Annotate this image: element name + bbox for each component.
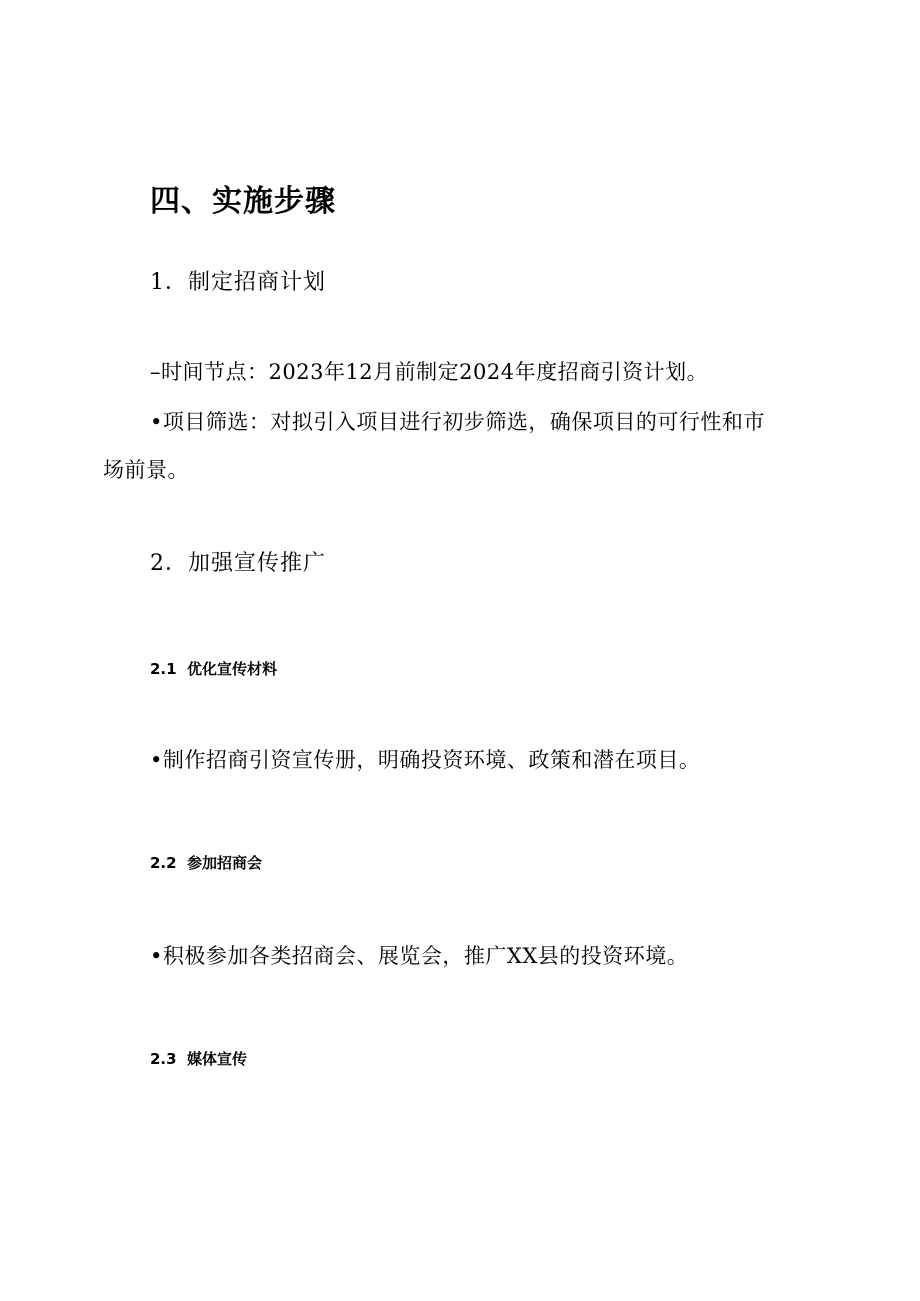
step1-screening-text-continued: 场前景。 bbox=[103, 458, 189, 482]
subsection-2-2-heading bbox=[150, 852, 262, 873]
subsection-2-1-item: •制作招商引资宣传册，明确投资环境、政策和潜在项目。 bbox=[150, 748, 701, 772]
step1-screening-text: •项目筛选：对拟引入项目进行初步筛选，确保项目的可行性和市 bbox=[150, 410, 765, 434]
step1-timeline-text: –时间节点：2023年12月前制定2024年度招商引资计划。 bbox=[150, 360, 709, 384]
subsection-title: 优化宣传材料 bbox=[187, 660, 278, 678]
step2-heading: 2．加强宣传推广 bbox=[150, 551, 326, 576]
subsection-title: 媒体宣传 bbox=[187, 1050, 248, 1068]
subsection-2-2-item: •积极参加各类招商会、展览会，推广XX县的投资环境。 bbox=[150, 944, 689, 968]
subsection-number: 2.3 bbox=[150, 1050, 177, 1068]
subsection-2-3-heading bbox=[150, 1048, 247, 1069]
section-heading: 四、实施步骤 bbox=[150, 184, 336, 219]
subsection-title: 参加招商会 bbox=[187, 854, 263, 872]
subsection-number: 2.2 bbox=[150, 854, 177, 872]
subsection-number: 2.1 bbox=[150, 660, 177, 678]
step1-heading: 1．制定招商计划 bbox=[150, 270, 326, 295]
subsection-2-1-heading bbox=[150, 658, 277, 679]
